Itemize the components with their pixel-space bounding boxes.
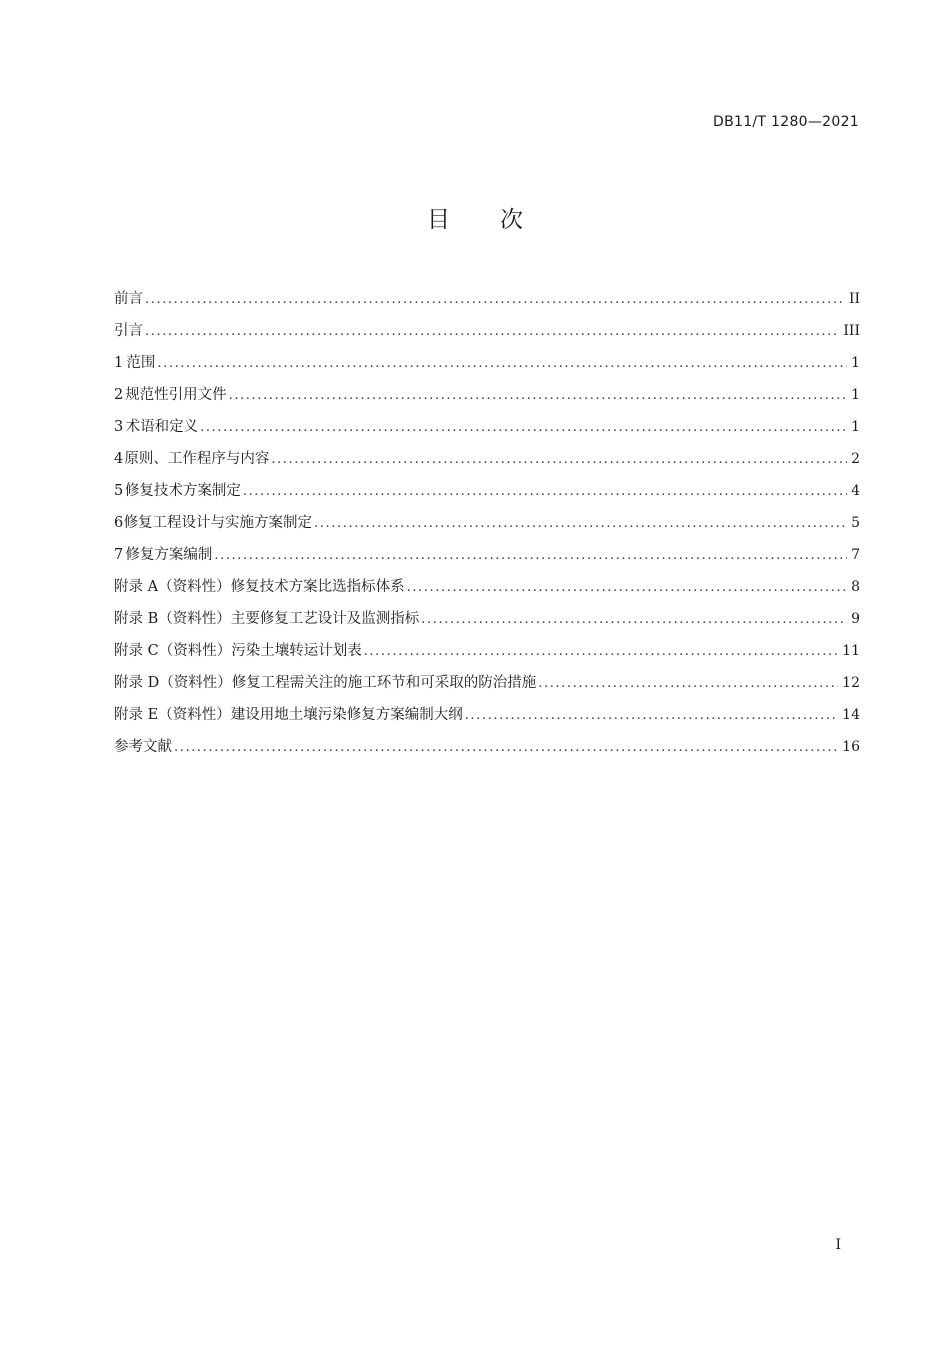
- toc-entry-foreword[interactable]: [114, 286, 860, 318]
- toc-leader: [271, 447, 847, 473]
- toc-entry-label: 污染土壤转运计划表: [231, 643, 362, 659]
- toc-entry-label: 修复工程设计与实施方案制定: [123, 515, 313, 531]
- toc-entry-section-7[interactable]: [114, 542, 860, 574]
- toc-entry-page: 9: [851, 611, 860, 627]
- toc-entry-page: 14: [842, 707, 860, 723]
- toc-entry-section-3[interactable]: [114, 414, 860, 446]
- toc-entry-label: 建设用地土壤污染修复方案编制大纲: [230, 707, 463, 723]
- toc-entry-number: 4: [114, 451, 124, 467]
- page-number: I: [835, 1237, 841, 1253]
- toc-entry-page: 2: [851, 451, 860, 467]
- toc-entry-page: 1: [851, 419, 860, 435]
- toc-entry-page: 16: [842, 739, 860, 755]
- toc-entry-section-1[interactable]: [114, 350, 860, 382]
- toc-entry-label: 参考文献: [114, 739, 172, 755]
- toc-entry-number: 7: [114, 547, 124, 563]
- toc-entry-page: III: [843, 323, 860, 339]
- toc-entry-section-4[interactable]: [114, 446, 860, 478]
- toc-entry-number: 5: [114, 483, 124, 499]
- toc-entry-references[interactable]: [114, 734, 860, 766]
- toc-entry-page: 11: [842, 643, 860, 659]
- toc-entry-label: 修复方案编制: [125, 547, 213, 563]
- toc-entry-appendix-a[interactable]: [114, 574, 860, 606]
- toc-leader: [157, 351, 847, 377]
- toc-leader: [364, 639, 838, 665]
- toc-entry-label: 主要修复工艺设计及监测指标: [230, 611, 420, 627]
- toc-leader: [145, 319, 839, 345]
- toc-entry-section-6[interactable]: [114, 510, 860, 542]
- toc-entry-appendix-b[interactable]: [114, 606, 860, 638]
- toc-entry-label: 范围: [126, 355, 156, 371]
- toc-entry-section-5[interactable]: [114, 478, 860, 510]
- toc-entry-section-2[interactable]: [114, 382, 860, 414]
- toc-entry-page: 5: [851, 515, 860, 531]
- toc-leader: [407, 575, 847, 601]
- toc-entry-page: 8: [851, 579, 860, 595]
- toc-entry-page: 7: [851, 547, 860, 563]
- toc-title: [0, 201, 950, 234]
- toc-entry-prefix: 附录 A（资料性）: [114, 579, 231, 595]
- toc-entry-prefix: 附录 C（资料性）: [114, 643, 232, 659]
- toc-entry-introduction[interactable]: [114, 318, 860, 350]
- toc-leader: [538, 671, 838, 697]
- toc-title-part1: 目: [427, 207, 450, 233]
- toc-entry-prefix: 附录 B（资料性）: [114, 611, 231, 627]
- toc-entry-label: 术语和定义: [125, 419, 199, 435]
- toc-entry-prefix: 附录 E（资料性）: [114, 707, 231, 723]
- toc-entry-appendix-c[interactable]: [114, 638, 860, 670]
- toc-entry-appendix-e[interactable]: [114, 702, 860, 734]
- toc-entry-page: II: [848, 291, 860, 307]
- toc-leader: [243, 479, 847, 505]
- toc-entry-page: 1: [851, 387, 860, 403]
- toc-entry-page: 1: [851, 355, 860, 371]
- toc-entry-label: 前言: [114, 291, 143, 307]
- toc-title-part2: 次: [500, 207, 523, 233]
- toc-leader: [421, 607, 847, 633]
- toc-entry-label: 修复工程需关注的施工环节和可采取的防治措施: [231, 675, 537, 691]
- toc-leader: [465, 703, 838, 729]
- toc-entry-appendix-d[interactable]: [114, 670, 860, 702]
- toc-leader: [174, 735, 838, 761]
- toc-leader: [229, 383, 847, 409]
- toc-entry-label: 规范性引用文件: [125, 387, 227, 403]
- toc-leader: [200, 415, 847, 441]
- toc-entry-number: 6: [114, 515, 124, 531]
- toc-entry-number: 1: [114, 355, 124, 371]
- toc-list: [114, 286, 860, 766]
- toc-entry-label: 原则、工作程序与内容: [124, 451, 270, 467]
- toc-leader: [314, 511, 847, 537]
- toc-entry-number: 2: [114, 387, 124, 403]
- toc-entry-page: 12: [842, 675, 860, 691]
- toc-entry-label: 引言: [114, 323, 143, 339]
- toc-entry-label: 修复技术方案制定: [124, 483, 241, 499]
- toc-entry-page: 4: [851, 483, 860, 499]
- document-code: DB11/T 1280—2021: [713, 114, 859, 130]
- toc-entry-label: 修复技术方案比选指标体系: [230, 579, 405, 595]
- toc-entry-number: 3: [114, 419, 124, 435]
- toc-leader: [214, 543, 847, 569]
- toc-entry-prefix: 附录 D（资料性）: [114, 675, 232, 691]
- toc-leader: [145, 287, 845, 313]
